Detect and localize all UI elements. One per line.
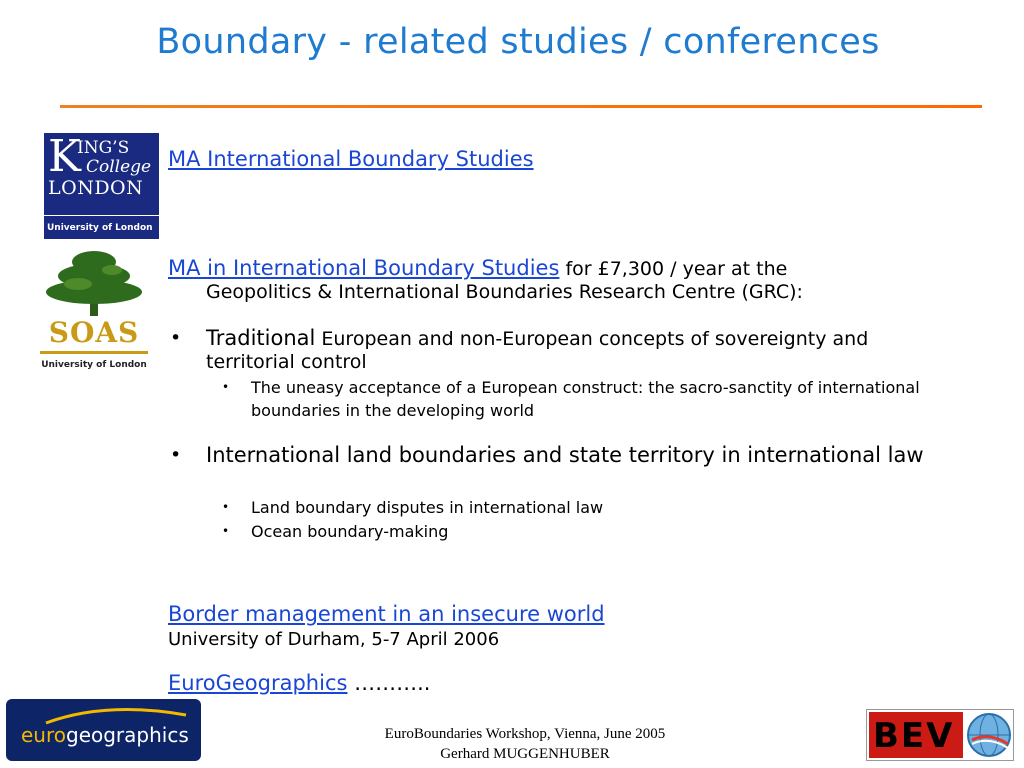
kings-college-logo <box>44 133 159 239</box>
eg-logo-euro: euro <box>21 723 66 747</box>
list-item <box>168 444 958 467</box>
bev-logo-text: BEV <box>873 716 955 756</box>
subitem-text: Land boundary disputes in international law <box>251 498 604 517</box>
bullet-dot-icon: • <box>222 500 230 514</box>
soas-intro-line2: Geopolitics & International Boundaries Research Centre (GRC): <box>206 281 803 303</box>
bullet-lead: International land boundaries and state territory in international law <box>206 443 924 467</box>
bullet-text: European and non-European concepts of sovereignty and territorial control <box>206 328 869 373</box>
slide-title: Boundary - related studies / conferences <box>156 22 880 62</box>
list-item <box>168 327 958 374</box>
soas-intro <box>168 257 958 304</box>
kcl-logo-college: College <box>86 157 152 177</box>
subitem-text: The uneasy acceptance of a European construct: the sacro-sanctity of international boundaries in the developing world <box>251 378 920 420</box>
bullet-dot-icon: • <box>222 524 230 538</box>
eurogeographics-line <box>168 671 430 695</box>
kcl-logo-london: LONDON <box>48 177 144 199</box>
subitem-text: Ocean boundary-making <box>251 522 449 541</box>
bullet-lead: Traditional <box>206 326 316 350</box>
kcl-logo-subtitle: University of London <box>47 223 153 233</box>
conference-block <box>168 602 605 652</box>
tree-icon <box>38 248 150 318</box>
kcl-logo-k: K <box>48 131 81 182</box>
list-subitem <box>222 376 952 422</box>
globe-icon <box>964 710 1014 760</box>
soas-logo-bar <box>40 351 148 354</box>
kcl-logo-divider <box>44 215 159 216</box>
soas-logo-word: SOAS <box>48 316 140 349</box>
soas-logo <box>38 248 150 376</box>
bullet-dot-icon: • <box>170 444 182 466</box>
eg-logo-rest: geographics <box>66 723 189 747</box>
soas-logo-subtitle: University of London <box>41 360 147 370</box>
eurogeographics-ellipsis: ……….. <box>347 671 431 695</box>
bullet-dot-icon: • <box>170 327 182 349</box>
bev-logo <box>866 709 1014 761</box>
conference-location: University of Durham, 5-7 April 2006 <box>168 629 500 650</box>
eurogeographics-link[interactable]: EuroGeographics <box>168 671 348 695</box>
soas-intro-fee: for £7,300 / year at the <box>565 258 788 280</box>
bullet-dot-icon: • <box>222 380 230 394</box>
list-subitem <box>222 496 952 519</box>
footer <box>330 724 720 764</box>
conference-link[interactable]: Border management in an insecure world <box>168 602 605 626</box>
kcl-logo-ings: ING’S <box>77 138 130 158</box>
soas-ma-link[interactable]: MA in International Boundary Studies <box>168 256 560 280</box>
footer-author: Gerhard MUGGENHUBER <box>440 746 610 762</box>
footer-event: EuroBoundaries Workshop, Vienna, June 2005 <box>384 726 666 742</box>
kcl-ma-link[interactable]: MA International Boundary Studies <box>168 147 534 171</box>
title-underline <box>60 105 982 108</box>
list-subitem <box>222 520 952 543</box>
eurogeographics-logo <box>6 699 201 761</box>
